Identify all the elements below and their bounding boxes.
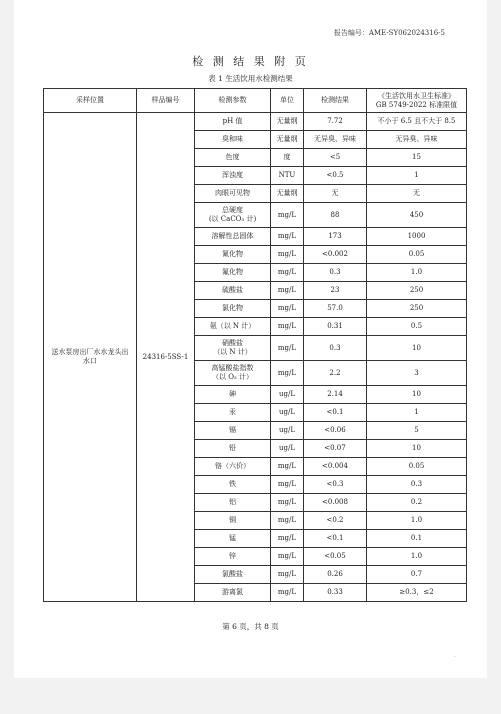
result-cell: 88: [304, 203, 367, 228]
unit-cell: NTU: [271, 167, 304, 185]
parameter-cell: [195, 131, 271, 149]
parameter-cell: [195, 203, 271, 228]
parameter-name: 铝: [229, 498, 236, 506]
parameter-cell: [195, 566, 271, 584]
parameter-name: 铅: [229, 444, 236, 452]
unit-cell: mg/L: [271, 300, 304, 318]
result-cell: 无异臭、异味: [304, 131, 367, 149]
parameter-name: 氰化物: [222, 250, 243, 258]
parameter-name: 色度: [225, 153, 240, 161]
result-cell: <0.004: [304, 458, 367, 476]
parameter-cell: [195, 300, 271, 318]
limit-cell: 0.3: [367, 476, 467, 494]
limit-cell: 0.05: [367, 246, 467, 264]
unit-cell: mg/L: [271, 458, 304, 476]
limit-cell: 15: [367, 149, 467, 167]
result-cell: <0.5: [304, 167, 367, 185]
header-standard-line2: GB 5749-2022 标准限值: [375, 100, 458, 109]
unit-cell: mg/L: [271, 203, 304, 228]
limit-cell: 1: [367, 167, 467, 185]
unit-cell: mg/L: [271, 530, 304, 548]
unit-cell: mg/L: [271, 361, 304, 386]
result-cell: 23: [304, 282, 367, 300]
header-parameter: 检测参数: [195, 89, 271, 113]
parameter-name: 砷: [229, 390, 236, 398]
parameter-name: 浑浊度: [222, 171, 243, 179]
parameter-basis: (以 CaCO₃ 计): [208, 215, 257, 223]
limit-cell: ≥0.3，≤2: [367, 584, 467, 602]
result-cell: <5: [304, 149, 367, 167]
parameter-name: 镉: [229, 426, 236, 434]
unit-cell: 度: [271, 149, 304, 167]
parameter-name: pH 值: [222, 117, 243, 125]
parameter-cell: [195, 584, 271, 602]
parameter-cell: [195, 404, 271, 422]
parameter-name: 总硬度: [222, 206, 243, 214]
result-cell: 2.14: [304, 386, 367, 404]
parameter-cell: [195, 336, 271, 361]
parameter-cell: [195, 530, 271, 548]
results-body: [44, 113, 467, 602]
limit-cell: 10: [367, 440, 467, 458]
results-table: [43, 88, 467, 602]
header-sample-id: 样品编号: [137, 89, 195, 113]
result-cell: <0.1: [304, 530, 367, 548]
unit-cell: mg/L: [271, 512, 304, 530]
result-cell: <0.05: [304, 548, 367, 566]
unit-cell: mg/L: [271, 548, 304, 566]
limit-cell: 1.0: [367, 264, 467, 282]
header-unit: 单位: [271, 89, 304, 113]
parameter-cell: [195, 386, 271, 404]
page-title: 检 测 结 果 附 页: [192, 55, 309, 68]
limit-cell: 0.05: [367, 458, 467, 476]
limit-cell: 250: [367, 282, 467, 300]
result-cell: 0.31: [304, 318, 367, 336]
parameter-cell: [195, 476, 271, 494]
parameter-cell: [195, 422, 271, 440]
parameter-cell: [195, 185, 271, 203]
parameter-name: 汞: [229, 408, 236, 416]
limit-cell: 1.0: [367, 548, 467, 566]
table-caption: 表 1 生活饮用水检测结果: [208, 74, 293, 83]
parameter-cell: [195, 512, 271, 530]
result-cell: 7.72: [304, 113, 367, 131]
parameter-cell: [195, 167, 271, 185]
parameter-cell: [195, 548, 271, 566]
result-cell: 0.26: [304, 566, 367, 584]
unit-cell: mg/L: [271, 566, 304, 584]
limit-cell: 10: [367, 386, 467, 404]
parameter-cell: [195, 458, 271, 476]
unit-cell: ug/L: [271, 404, 304, 422]
parameter-name: 铁: [229, 480, 236, 488]
header-standard: [367, 89, 467, 113]
unit-cell: mg/L: [271, 282, 304, 300]
limit-cell: 1.0: [367, 512, 467, 530]
parameter-name: 铜: [229, 516, 236, 524]
unit-cell: 无量纲: [271, 185, 304, 203]
result-cell: 无: [304, 185, 367, 203]
parameter-basis: （以 O₂ 计）: [212, 373, 253, 381]
result-cell: 57.0: [304, 300, 367, 318]
parameter-cell: [195, 282, 271, 300]
sampling-location: 送水泵房出厂水水龙头出水口: [44, 113, 137, 602]
unit-cell: mg/L: [271, 494, 304, 512]
result-cell: <0.3: [304, 476, 367, 494]
parameter-cell: [195, 440, 271, 458]
unit-cell: mg/L: [271, 318, 304, 336]
parameter-name: 溶解性总固体: [211, 232, 254, 240]
parameter-name: 高锰酸盐指数: [211, 364, 254, 372]
unit-cell: ug/L: [271, 422, 304, 440]
unit-cell: 无量纲: [271, 113, 304, 131]
parameter-name: 锌: [229, 552, 236, 560]
limit-cell: 10: [367, 336, 467, 361]
result-cell: <0.1: [304, 404, 367, 422]
result-cell: 0.3: [304, 336, 367, 361]
unit-cell: mg/L: [271, 336, 304, 361]
limit-cell: 0.1: [367, 530, 467, 548]
sample-id: 24316-5SS-1: [137, 113, 195, 602]
parameter-name: 氨（以 N 计）: [209, 322, 256, 330]
parameter-cell: [195, 361, 271, 386]
result-cell: <0.07: [304, 440, 367, 458]
result-cell: 0.3: [304, 264, 367, 282]
parameter-name: 臭和味: [222, 135, 243, 143]
header-result: 检测结果: [304, 89, 367, 113]
limit-cell: 250: [367, 300, 467, 318]
unit-cell: 无量纲: [271, 131, 304, 149]
header-standard-line1: 《生活饮用水卫生标准》: [378, 91, 455, 100]
page-number: 第 6 页，共 8 页: [222, 622, 279, 631]
parameter-name: 游离氯: [222, 588, 243, 596]
parameter-name: 肉眼可见物: [215, 189, 250, 197]
result-cell: <0.06: [304, 422, 367, 440]
limit-cell: 无异臭、异味: [367, 131, 467, 149]
parameter-cell: [195, 228, 271, 246]
parameter-basis: （以 N 计）: [213, 348, 252, 356]
unit-cell: mg/L: [271, 476, 304, 494]
limit-cell: 0.2: [367, 494, 467, 512]
limit-cell: 1: [367, 404, 467, 422]
parameter-cell: [195, 494, 271, 512]
parameter-cell: [195, 113, 271, 131]
unit-cell: ug/L: [271, 440, 304, 458]
parameter-name: 铬（六价）: [215, 462, 250, 470]
parameter-name: 氯酸盐: [222, 570, 243, 578]
table-row: [44, 113, 467, 131]
unit-cell: mg/L: [271, 584, 304, 602]
unit-cell: mg/L: [271, 228, 304, 246]
corner-mark: ·: [454, 654, 456, 661]
limit-cell: 1000: [367, 228, 467, 246]
parameter-name: 氯化物: [222, 304, 243, 312]
result-cell: <0.002: [304, 246, 367, 264]
parameter-name: 氟化物: [222, 268, 243, 276]
report-number: 报告编号：AME-SY062024316-5: [333, 29, 445, 37]
table-header-row: [44, 89, 467, 113]
parameter-cell: [195, 264, 271, 282]
parameter-cell: [195, 318, 271, 336]
limit-cell: 不小于 6.5 且不大于 8.5: [367, 113, 467, 131]
result-cell: 0.33: [304, 584, 367, 602]
result-cell: <0.008: [304, 494, 367, 512]
unit-cell: ug/L: [271, 386, 304, 404]
limit-cell: 5: [367, 422, 467, 440]
viewer-background: [0, 678, 501, 714]
limit-cell: 3: [367, 361, 467, 386]
parameter-name: 硫酸盐: [222, 286, 243, 294]
limit-cell: 0.7: [367, 566, 467, 584]
unit-cell: mg/L: [271, 264, 304, 282]
result-cell: 173: [304, 228, 367, 246]
unit-cell: mg/L: [271, 246, 304, 264]
parameter-cell: [195, 149, 271, 167]
parameter-name: 硝酸盐: [222, 339, 243, 347]
result-cell: <0.2: [304, 512, 367, 530]
limit-cell: 0.5: [367, 318, 467, 336]
parameter-name: 锰: [229, 534, 236, 542]
parameter-cell: [195, 246, 271, 264]
limit-cell: 450: [367, 203, 467, 228]
document-page: [14, 0, 487, 678]
result-cell: 2.2: [304, 361, 367, 386]
limit-cell: 无: [367, 185, 467, 203]
header-location: 采样位置: [44, 89, 137, 113]
